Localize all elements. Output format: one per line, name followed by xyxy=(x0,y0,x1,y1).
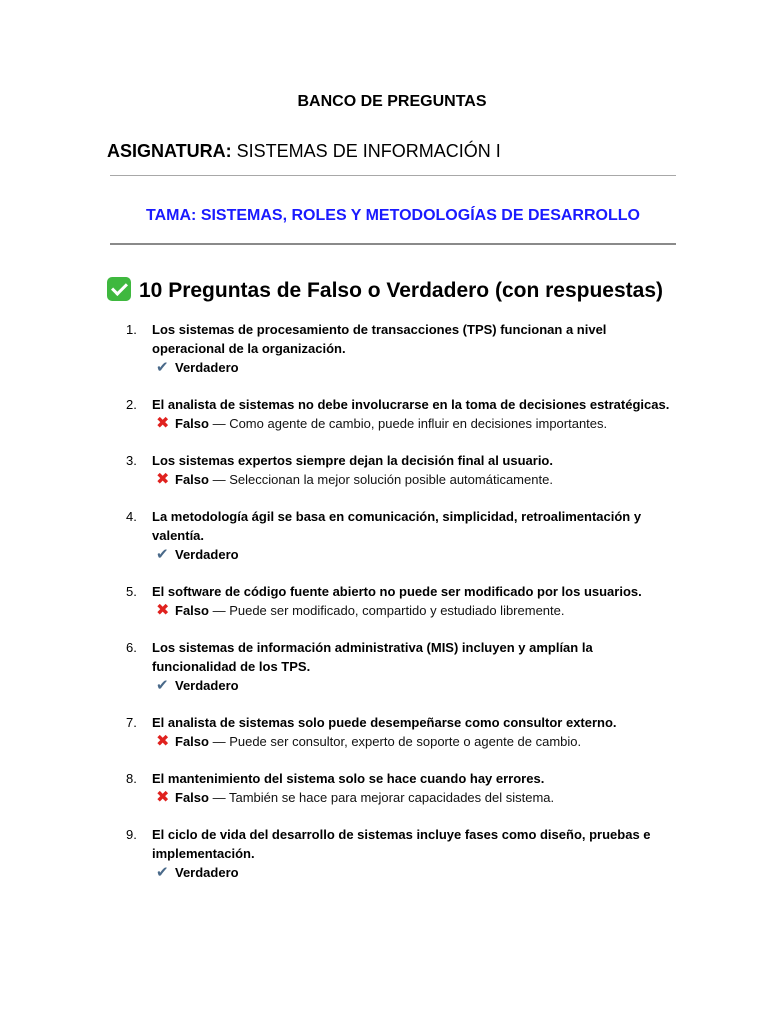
question-item xyxy=(126,507,676,564)
answer-line xyxy=(152,863,676,882)
question-item xyxy=(126,769,676,807)
question-number: 1. xyxy=(126,322,137,337)
question-text: Los sistemas de información administrativa (MIS) incluyen y amplían la funcionalidad de los TPS. xyxy=(152,640,593,674)
check-mark-button-icon xyxy=(107,277,131,301)
question-number: 2. xyxy=(126,397,137,412)
question-number: 5. xyxy=(126,584,137,599)
cross-mark-icon: ✖ xyxy=(156,415,170,432)
question-text: El analista de sistemas no debe involucrarse en la toma de decisiones estratégicas. xyxy=(152,397,670,412)
answer-explanation: — Puede ser modificado, compartido y estudiado libremente. xyxy=(208,603,565,618)
subject-value: SISTEMAS DE INFORMACIÓN I xyxy=(236,141,501,161)
question-number: 4. xyxy=(126,509,137,524)
question-list xyxy=(126,320,676,900)
answer-label: Falso xyxy=(175,603,209,618)
answer-label: Verdadero xyxy=(175,865,239,880)
question-item xyxy=(126,638,676,695)
cross-mark-icon: ✖ xyxy=(156,471,170,488)
subject-label: ASIGNATURA: xyxy=(107,141,232,161)
document-title: BANCO DE PREGUNTAS xyxy=(297,93,487,110)
answer-explanation: — Puede ser consultor, experto de soporte o agente de cambio. xyxy=(208,734,582,749)
answer-label: Verdadero xyxy=(175,678,239,693)
answer-line xyxy=(152,414,676,433)
section-heading xyxy=(107,277,663,304)
answer-line xyxy=(152,601,676,620)
check-mark-icon: ✔ xyxy=(156,677,169,694)
answer-line xyxy=(152,545,676,564)
answer-label: Verdadero xyxy=(175,360,239,375)
answer-line xyxy=(152,358,676,377)
answer-line xyxy=(152,732,676,751)
question-item xyxy=(126,395,676,433)
answer-line xyxy=(152,788,676,807)
answer-line xyxy=(152,470,676,489)
answer-label: Falso xyxy=(175,416,209,431)
question-text: El ciclo de vida del desarrollo de sistemas incluye fases como diseño, pruebas e implementación. xyxy=(152,827,651,861)
question-text: El analista de sistemas solo puede desempeñarse como consultor externo. xyxy=(152,715,617,730)
question-item xyxy=(126,713,676,751)
question-number: 3. xyxy=(126,453,137,468)
question-text: Los sistemas expertos siempre dejan la decisión final al usuario. xyxy=(152,453,553,468)
subject-line xyxy=(107,140,501,162)
question-text: La metodología ágil se basa en comunicación, simplicidad, retroalimentación y valentía. xyxy=(152,509,642,543)
cross-mark-icon: ✖ xyxy=(156,602,170,619)
check-mark-icon: ✔ xyxy=(156,359,169,376)
answer-label: Verdadero xyxy=(175,547,239,562)
answer-line xyxy=(152,676,676,695)
section-heading-text: 10 Preguntas de Falso o Verdadero (con respuestas) xyxy=(139,279,664,302)
question-number: 7. xyxy=(126,715,137,730)
answer-explanation: — Como agente de cambio, puede influir en decisiones importantes. xyxy=(208,416,608,431)
question-item xyxy=(126,825,676,882)
question-text: El mantenimiento del sistema solo se hace cuando hay errores. xyxy=(152,771,545,786)
divider-bottom xyxy=(110,243,676,245)
check-mark-icon: ✔ xyxy=(156,864,169,881)
question-item xyxy=(126,320,676,377)
answer-explanation: — También se hace para mejorar capacidades del sistema. xyxy=(208,790,555,805)
question-item xyxy=(126,451,676,489)
cross-mark-icon: ✖ xyxy=(156,789,170,806)
divider-top xyxy=(110,175,676,176)
question-text: El software de código fuente abierto no puede ser modificado por los usuarios. xyxy=(152,584,642,599)
check-mark-icon: ✔ xyxy=(156,546,169,563)
question-number: 6. xyxy=(126,640,137,655)
answer-label: Falso xyxy=(175,734,209,749)
cross-mark-icon: ✖ xyxy=(156,733,170,750)
question-item xyxy=(126,582,676,620)
question-number: 8. xyxy=(126,771,137,786)
answer-label: Falso xyxy=(175,472,209,487)
question-text: Los sistemas de procesamiento de transacciones (TPS) funcionan a nivel operacional de la organización. xyxy=(152,322,607,356)
question-number: 9. xyxy=(126,827,137,842)
topic-heading: TAMA: SISTEMAS, ROLES Y METODOLOGÍAS DE DESARROLLO xyxy=(146,207,640,224)
answer-label: Falso xyxy=(175,790,209,805)
answer-explanation: — Seleccionan la mejor solución posible automáticamente. xyxy=(208,472,553,487)
